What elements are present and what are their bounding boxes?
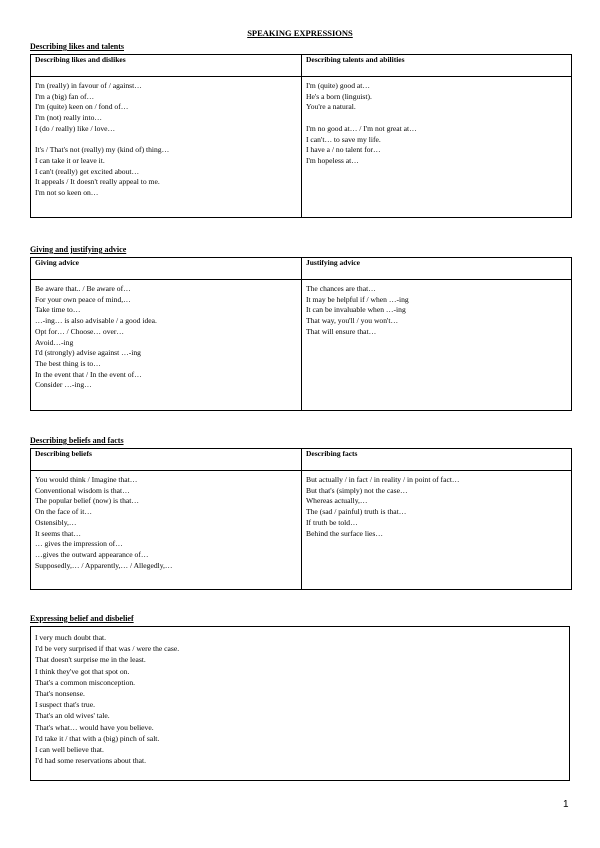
spacer <box>35 135 301 146</box>
expression: It seems that… <box>35 528 81 538</box>
section-heading-advice: Giving and justifying advice <box>30 245 127 254</box>
expression: Consider …-ing… <box>35 380 92 390</box>
column-header: Describing beliefs <box>31 449 302 471</box>
expression: That's nonsense. <box>35 689 85 699</box>
column-cell <box>302 280 572 411</box>
expression: Opt for… / Choose… over… <box>35 326 125 336</box>
column-header: Justifying advice <box>302 258 572 280</box>
expression: That doesn't surprise me in the least. <box>35 655 146 665</box>
table-advice <box>30 257 572 411</box>
expression: That's an old wives' tale. <box>35 711 110 721</box>
expression: For your own peace of mind,… <box>35 294 131 304</box>
expression: I can well believe that. <box>35 745 104 755</box>
expression: It's / That's not (really) my (kind of) thing… <box>35 145 170 155</box>
expression: I suspect that's true. <box>35 700 95 710</box>
expression-list <box>306 284 571 338</box>
expression: I'd be very surprised if that was / were the case. <box>35 644 180 654</box>
expression: I'm (quite) keen on / fond of… <box>35 102 129 112</box>
expression: I'm hopeless at… <box>306 155 359 165</box>
expression: I'm a (big) fan of… <box>35 91 95 101</box>
expression: …-ing… is also advisable / a good idea. <box>35 316 157 326</box>
expression-list <box>306 475 571 539</box>
expression: The chances are that… <box>306 284 376 293</box>
expression: I'm (not) really into… <box>35 113 102 123</box>
page-number: 1 <box>563 799 569 810</box>
box-belief-disbelief <box>30 626 570 781</box>
column-header: Describing facts <box>302 449 572 471</box>
table-likes-talents <box>30 54 572 218</box>
expression: I'd (strongly) advise against …-ing <box>35 348 141 358</box>
expression: … gives the impression of… <box>35 539 123 549</box>
expression: I'd take it / that with a (big) pinch of salt. <box>35 733 160 743</box>
expression: I (do / really) like / love… <box>35 123 116 133</box>
expression: The best thing is to… <box>35 358 101 368</box>
expression: That's what… would have you believe. <box>35 722 154 732</box>
column-cell <box>302 471 572 590</box>
expression: Behind the surface lies… <box>306 528 383 538</box>
column-header: Describing talents and abilities <box>302 55 572 77</box>
section-heading-likes-talents: Describing likes and talents <box>30 42 125 51</box>
expression: Whereas actually,… <box>306 496 368 506</box>
section-heading-beliefs-facts: Describing beliefs and facts <box>30 436 124 445</box>
column-header: Giving advice <box>31 258 302 280</box>
expression-list <box>35 81 301 199</box>
expression: But actually / in fact / in reality / in point of fact… <box>306 475 460 484</box>
page-title: SPEAKING EXPRESSIONS <box>247 28 353 38</box>
expression: …gives the outward appearance of… <box>35 549 149 559</box>
expression: Avoid…-ing <box>35 337 74 347</box>
expression: Take time to… <box>35 305 81 315</box>
expression: You're a natural. <box>306 102 356 112</box>
expression: In the event that / In the event of… <box>35 369 142 379</box>
expression-list <box>306 81 571 167</box>
expression: On the face of it… <box>35 507 92 517</box>
expression: That will ensure that… <box>306 326 377 336</box>
column-cell <box>31 471 302 590</box>
expression: That way, you'll / you won't… <box>306 316 399 326</box>
expression: I can take it or leave it. <box>35 155 105 165</box>
column-cell <box>31 280 302 411</box>
expression: I'm not so keen on… <box>35 188 99 198</box>
table-beliefs-facts <box>30 448 572 590</box>
expression: Conventional wisdom is that… <box>35 485 130 495</box>
spacer <box>306 113 571 124</box>
expression: I have a / no talent for… <box>306 145 381 155</box>
expression: The (sad / painful) truth is that… <box>306 507 407 517</box>
expression: I'd had some reservations about that. <box>35 756 147 766</box>
expression: But that's (simply) not the case… <box>306 485 408 495</box>
expression: It can be invaluable when …-ing <box>306 305 406 315</box>
expression: I can't (really) get excited about… <box>35 166 140 176</box>
expression: I very much doubt that. <box>35 633 107 642</box>
expression: I'm (really) in favour of / against… <box>35 81 142 90</box>
expression: Be aware that.. / Be aware of… <box>35 284 131 293</box>
expression: That's a common misconception. <box>35 677 136 687</box>
expression: I'm no good at… / I'm not great at… <box>306 123 417 133</box>
column-header: Describing likes and dislikes <box>31 55 302 77</box>
expression: I can't… to save my life. <box>306 134 381 144</box>
expression: I'm (quite) good at… <box>306 81 371 90</box>
expression: You would think / Imagine that… <box>35 475 138 484</box>
section-heading-belief-disbelief: Expressing belief and disbelief <box>30 614 134 623</box>
expression: It may be helpful if / when …-ing <box>306 294 409 304</box>
expression: He's a born (linguist). <box>306 91 372 101</box>
expression: I think they've got that spot on. <box>35 666 130 676</box>
expression: The popular belief (now) is that… <box>35 496 139 506</box>
expression-list <box>35 475 301 571</box>
expression-list <box>35 284 301 391</box>
column-cell <box>31 77 302 218</box>
expression: If truth be told… <box>306 517 358 527</box>
column-cell <box>302 77 572 218</box>
expression: Ostensibly,… <box>35 517 77 527</box>
expression: Supposedly,… / Apparently,… / Allegedly,… <box>35 560 173 570</box>
expression: It appeals / It doesn't really appeal to me. <box>35 177 160 187</box>
